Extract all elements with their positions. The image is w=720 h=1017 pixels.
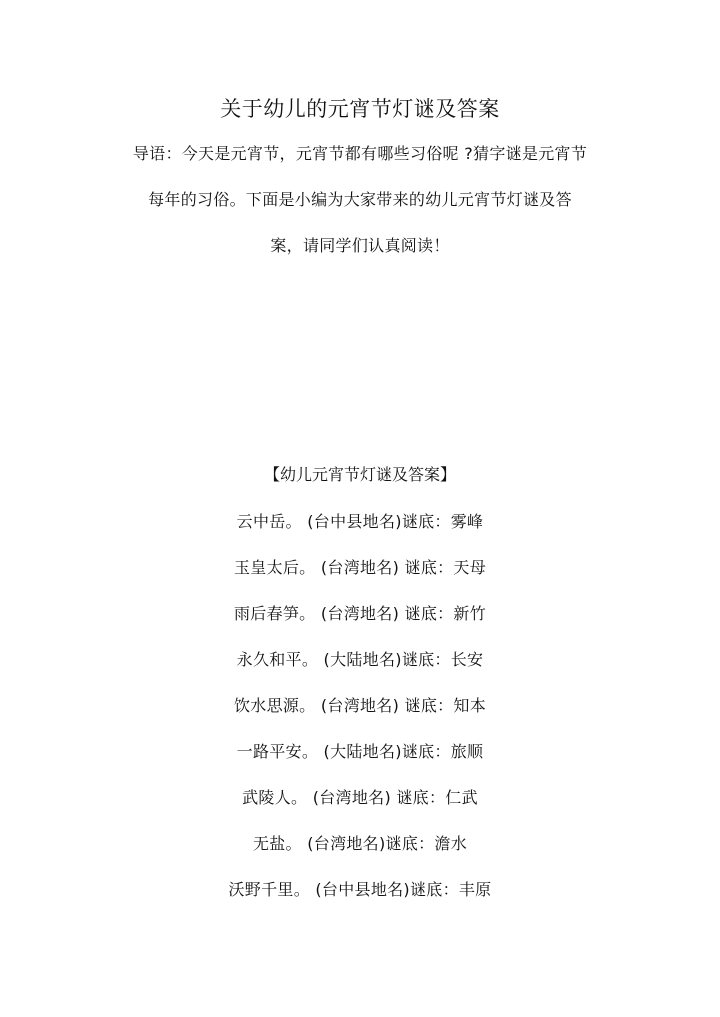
riddle-line: 沃野千里。 (台中县地名)谜底：丰原 [228, 880, 492, 899]
intro-line-1: 导语：今天是元宵节，元宵节都有哪些习俗呢 ?猜字谜是元宵节 [132, 144, 588, 163]
riddle-line: 饮水思源。 (台湾地名) 谜底：知本 [233, 696, 487, 715]
riddle-line: 无盐。 (台湾地名)谜底：澹水 [252, 834, 468, 853]
document-title: 关于幼儿的元宵节灯谜及答案 [220, 97, 500, 121]
intro-line-3: 案，请同学们认真阅读！ [270, 236, 450, 255]
riddle-line: 武陵人。 (台湾地名) 谜底：仁武 [242, 788, 478, 807]
riddle-line: 玉皇太后。 (台湾地名) 谜底：天母 [233, 558, 487, 577]
riddle-line: 永久和平。 (大陆地名)谜底：长安 [236, 650, 484, 669]
riddle-line: 云中岳。 (台中县地名)谜底：雾峰 [236, 512, 484, 531]
riddle-line: 雨后春笋。 (台湾地名) 谜底：新竹 [233, 604, 487, 623]
section-heading: 【幼儿元宵节灯谜及答案】 [263, 465, 456, 484]
riddle-line: 一路平安。 (大陆地名)谜底：旅顺 [236, 742, 484, 761]
intro-line-2: 每年的习俗。下面是小编为大家带来的幼儿元宵节灯谜及答 [148, 190, 572, 209]
